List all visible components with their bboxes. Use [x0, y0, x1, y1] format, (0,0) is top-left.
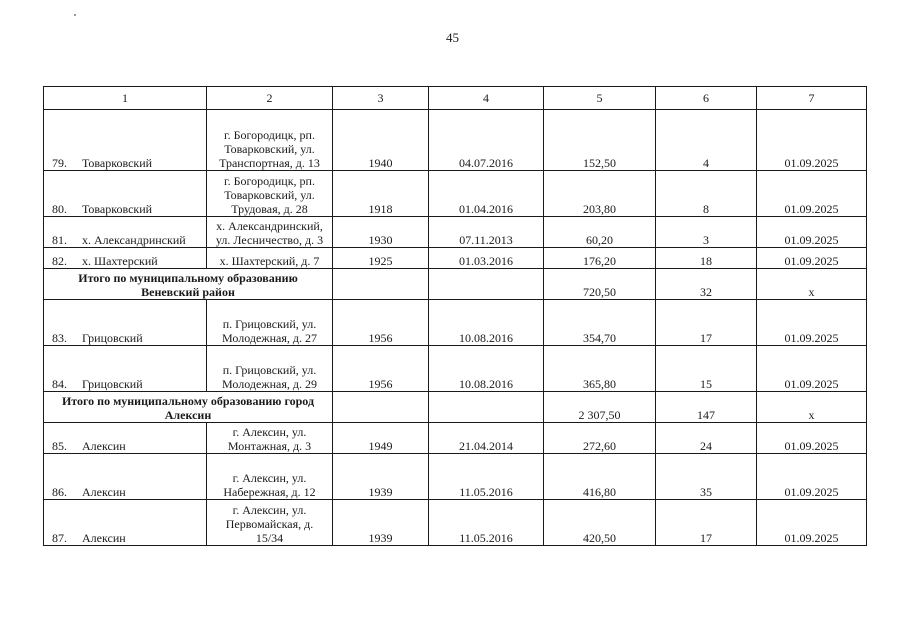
- count-cell: 17: [656, 300, 757, 346]
- area-cell: 720,50: [544, 269, 656, 300]
- empty-cell: [429, 392, 544, 423]
- locality-name: Грицовский: [82, 331, 143, 345]
- name-cell: [44, 217, 207, 248]
- subtotal-label: Итого по муниципальному образованию Веневский район: [44, 269, 333, 300]
- row-number: 81.: [52, 233, 67, 247]
- empty-cell: [429, 269, 544, 300]
- subtotal-row: [44, 392, 867, 423]
- count-cell: 32: [656, 269, 757, 300]
- row-number: 84.: [52, 377, 67, 391]
- name-cell: [44, 171, 207, 217]
- stray-dot: [74, 14, 76, 16]
- area-cell: 203,80: [544, 171, 656, 217]
- row-number: 86.: [52, 485, 67, 499]
- deadline-cell: 01.09.2025: [757, 171, 867, 217]
- area-cell: 420,50: [544, 500, 656, 546]
- deadline-cell: 01.09.2025: [757, 217, 867, 248]
- count-cell: 24: [656, 423, 757, 454]
- date-cell: 01.03.2016: [429, 248, 544, 269]
- name-cell: [44, 423, 207, 454]
- area-cell: 272,60: [544, 423, 656, 454]
- year-cell: 1939: [333, 500, 429, 546]
- table-row: [44, 217, 867, 248]
- address-cell: п. Грицовский, ул. Молодежная, д. 29: [207, 346, 333, 392]
- area-cell: 416,80: [544, 454, 656, 500]
- count-cell: 15: [656, 346, 757, 392]
- table-row: [44, 423, 867, 454]
- row-number: 80.: [52, 202, 67, 216]
- date-cell: 10.08.2016: [429, 346, 544, 392]
- deadline-cell: х: [757, 392, 867, 423]
- page-number: 45: [446, 30, 459, 45]
- date-cell: 01.04.2016: [429, 171, 544, 217]
- locality-name: Алексин: [82, 485, 126, 499]
- date-cell: 10.08.2016: [429, 300, 544, 346]
- locality-name: Товарковский: [82, 202, 153, 216]
- name-cell: [44, 110, 207, 171]
- address-cell: х. Шахтерский, д. 7: [207, 248, 333, 269]
- table-body: [44, 87, 867, 546]
- address-cell: г. Богородицк, рп. Товарковский, ул. Транспортная, д. 13: [207, 110, 333, 171]
- locality-name: Грицовский: [82, 377, 143, 391]
- year-cell: 1940: [333, 110, 429, 171]
- empty-cell: [333, 269, 429, 300]
- count-cell: 35: [656, 454, 757, 500]
- locality-name: Товарковский: [82, 156, 153, 170]
- count-cell: 147: [656, 392, 757, 423]
- name-cell: [44, 454, 207, 500]
- row-number: 87.: [52, 531, 67, 545]
- table-row: [44, 110, 867, 171]
- date-cell: 21.04.2014: [429, 423, 544, 454]
- address-cell: х. Александринский, ул. Лесничество, д. 3: [207, 217, 333, 248]
- area-cell: 176,20: [544, 248, 656, 269]
- row-number: 79.: [52, 156, 67, 170]
- year-cell: 1949: [333, 423, 429, 454]
- column-header-1: 1: [44, 87, 207, 110]
- area-cell: 152,50: [544, 110, 656, 171]
- row-number: 85.: [52, 439, 67, 453]
- area-cell: 365,80: [544, 346, 656, 392]
- column-header-5: 5: [544, 87, 656, 110]
- address-cell: г. Алексин, ул. Набережная, д. 12: [207, 454, 333, 500]
- date-cell: 11.05.2016: [429, 454, 544, 500]
- housing-table: [43, 86, 867, 546]
- count-cell: 4: [656, 110, 757, 171]
- subtotal-row: [44, 269, 867, 300]
- deadline-cell: 01.09.2025: [757, 500, 867, 546]
- row-number: 83.: [52, 331, 67, 345]
- area-cell: 354,70: [544, 300, 656, 346]
- year-cell: 1918: [333, 171, 429, 217]
- name-cell: [44, 346, 207, 392]
- name-cell: [44, 500, 207, 546]
- row-number: 82.: [52, 254, 67, 268]
- deadline-cell: 01.09.2025: [757, 423, 867, 454]
- subtotal-label: Итого по муниципальному образованию город Алексин: [44, 392, 333, 423]
- deadline-cell: 01.09.2025: [757, 300, 867, 346]
- count-cell: 17: [656, 500, 757, 546]
- table-row: [44, 171, 867, 217]
- name-cell: [44, 300, 207, 346]
- deadline-cell: 01.09.2025: [757, 454, 867, 500]
- year-cell: 1930: [333, 217, 429, 248]
- date-cell: 11.05.2016: [429, 500, 544, 546]
- address-cell: г. Алексин, ул. Монтажная, д. 3: [207, 423, 333, 454]
- year-cell: 1939: [333, 454, 429, 500]
- column-header-6: 6: [656, 87, 757, 110]
- date-cell: 07.11.2013: [429, 217, 544, 248]
- year-cell: 1956: [333, 346, 429, 392]
- count-cell: 8: [656, 171, 757, 217]
- count-cell: 3: [656, 217, 757, 248]
- column-header-3: 3: [333, 87, 429, 110]
- name-cell: [44, 248, 207, 269]
- table-row: [44, 346, 867, 392]
- year-cell: 1956: [333, 300, 429, 346]
- table-row: [44, 454, 867, 500]
- area-cell: 2 307,50: [544, 392, 656, 423]
- count-cell: 18: [656, 248, 757, 269]
- locality-name: Алексин: [82, 439, 126, 453]
- empty-cell: [333, 392, 429, 423]
- locality-name: х. Шахтерский: [82, 254, 158, 268]
- header-row: [44, 87, 867, 110]
- locality-name: х. Александринский: [82, 233, 186, 247]
- locality-name: Алексин: [82, 531, 126, 545]
- deadline-cell: 01.09.2025: [757, 346, 867, 392]
- address-cell: п. Грицовский, ул. Молодежная, д. 27: [207, 300, 333, 346]
- table-row: [44, 248, 867, 269]
- year-cell: 1925: [333, 248, 429, 269]
- date-cell: 04.07.2016: [429, 110, 544, 171]
- address-cell: г. Алексин, ул. Первомайская, д. 15/34: [207, 500, 333, 546]
- deadline-cell: 01.09.2025: [757, 110, 867, 171]
- area-cell: 60,20: [544, 217, 656, 248]
- column-header-2: 2: [207, 87, 333, 110]
- deadline-cell: 01.09.2025: [757, 248, 867, 269]
- table-row: [44, 500, 867, 546]
- column-header-7: 7: [757, 87, 867, 110]
- deadline-cell: х: [757, 269, 867, 300]
- address-cell: г. Богородицк, рп. Товарковский, ул. Трудовая, д. 28: [207, 171, 333, 217]
- column-header-4: 4: [429, 87, 544, 110]
- table-row: [44, 300, 867, 346]
